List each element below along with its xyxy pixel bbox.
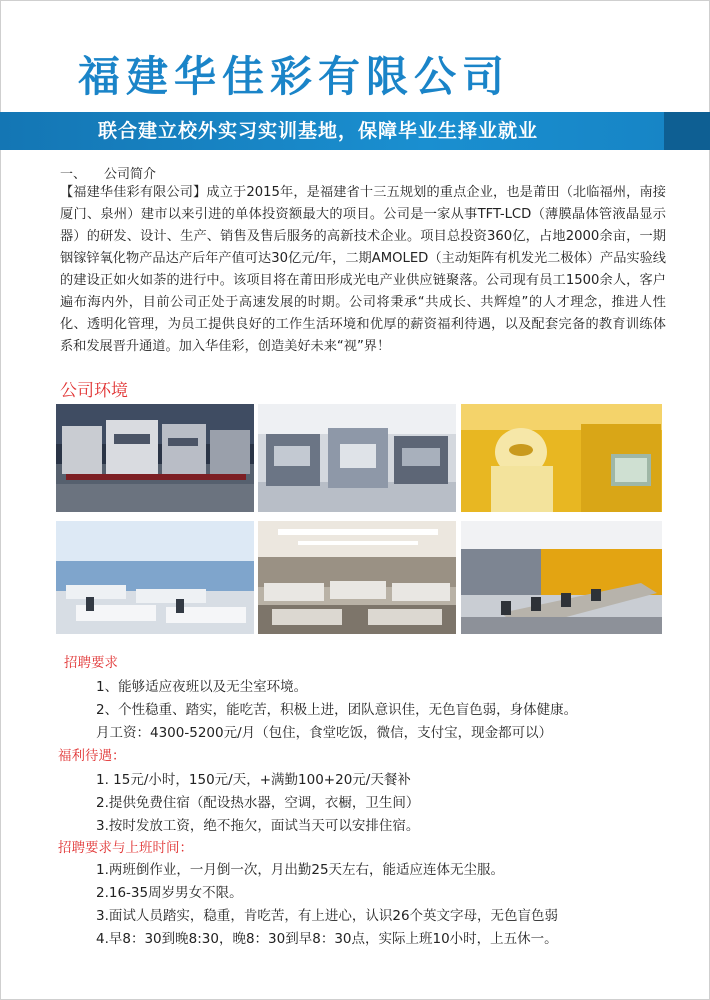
benefit-item-2: 2.提供免费住宿（配设热水器，空调，衣橱，卫生间） bbox=[96, 795, 420, 811]
salary-line: 月工资：4300-5200元/月（包住，食堂吃饭，微信，支付宝，现金都可以） bbox=[96, 725, 553, 741]
benefit-item-3: 3.按时发放工资，绝不拖欠，面试当天可以安排住宿。 bbox=[96, 818, 420, 834]
schedule-item-1: 1.两班倒作业，一月倒一次，月出勤25天左右，能适应连体无尘服。 bbox=[96, 862, 505, 878]
company-title: 福建华佳彩有限公司 bbox=[78, 52, 511, 101]
photo-open-office bbox=[56, 521, 254, 634]
intro-heading bbox=[60, 163, 156, 182]
intro-heading-text: 公司简介 bbox=[104, 167, 157, 182]
requirement-item-2: 2、个性稳重、踏实，能吃苦，积极上进，团队意识佳，无色盲色弱，身体健康。 bbox=[96, 702, 578, 718]
photo-yellow-cleanroom-worker bbox=[461, 404, 662, 512]
schedule-item-2: 2.16-35周岁男女不限。 bbox=[96, 885, 243, 901]
photo-office-cubicles bbox=[258, 521, 456, 634]
photo-factory-equipment bbox=[56, 404, 254, 512]
requirements-heading: 招聘要求 bbox=[64, 655, 118, 671]
environment-heading: 公司环境 bbox=[60, 381, 128, 401]
photo-meeting-room bbox=[461, 521, 662, 634]
schedule-item-4: 4.早8：30到晚8:30，晚8：30到早8：30点，实际上班10小时，上五休一。 bbox=[96, 931, 558, 947]
schedule-item-3: 3.面试人员踏实，稳重，肯吃苦，有上进心，认识26个英文字母，无色盲色弱 bbox=[96, 908, 559, 924]
banner-accent-block bbox=[664, 112, 710, 150]
benefits-heading: 福利待遇： bbox=[58, 748, 126, 764]
requirement-item-1: 1、能够适应夜班以及无尘室环境。 bbox=[96, 679, 308, 695]
schedule-heading: 招聘要求与上班时间： bbox=[58, 840, 193, 856]
intro-body: 【福建华佳彩有限公司】成立于2015年，是福建省十三五规划的重点企业，也是莆田（北临福州，南接厦门、泉州）建市以来引进的单体投资额最大的项目。公司是一家从事TFT-LCD（薄膜晶体管液晶显示器）的研发、设计、生产、销售及售后服务的高新技术企业。项目总投资360亿，占地2000余亩，一期铟镓锌氧化物产品达产后年产值可达30亿元/年，二期AMOLED（主动矩阵有机发光二极体）产品实验线的建设正如火如荼的进行中。该项目将在莆田形成光电产业供应链聚落。公司现有员工1500余人，客户遍布海内外，目前公司正处于高速发展的时期。公司将秉承“共成长、共辉煌”的人才理念，推进人性化、透明化管理，为员工提供良好的工作生活环境和优厚的薪资福利待遇，以及配套完备的教育训练体系和发展晋升通道。加入华佳彩，创造美好未来“视”界！ bbox=[60, 185, 666, 354]
photo-cleanroom-machinery bbox=[258, 404, 456, 512]
intro-number: 一、 bbox=[60, 167, 87, 182]
slogan-banner bbox=[0, 112, 710, 150]
banner-text: 联合建立校外实习实训基地，保障毕业生择业就业 bbox=[97, 120, 538, 142]
benefit-item-1: 1. 15元/小时，150元/天，+满勤100+20元/天餐补 bbox=[96, 772, 411, 788]
